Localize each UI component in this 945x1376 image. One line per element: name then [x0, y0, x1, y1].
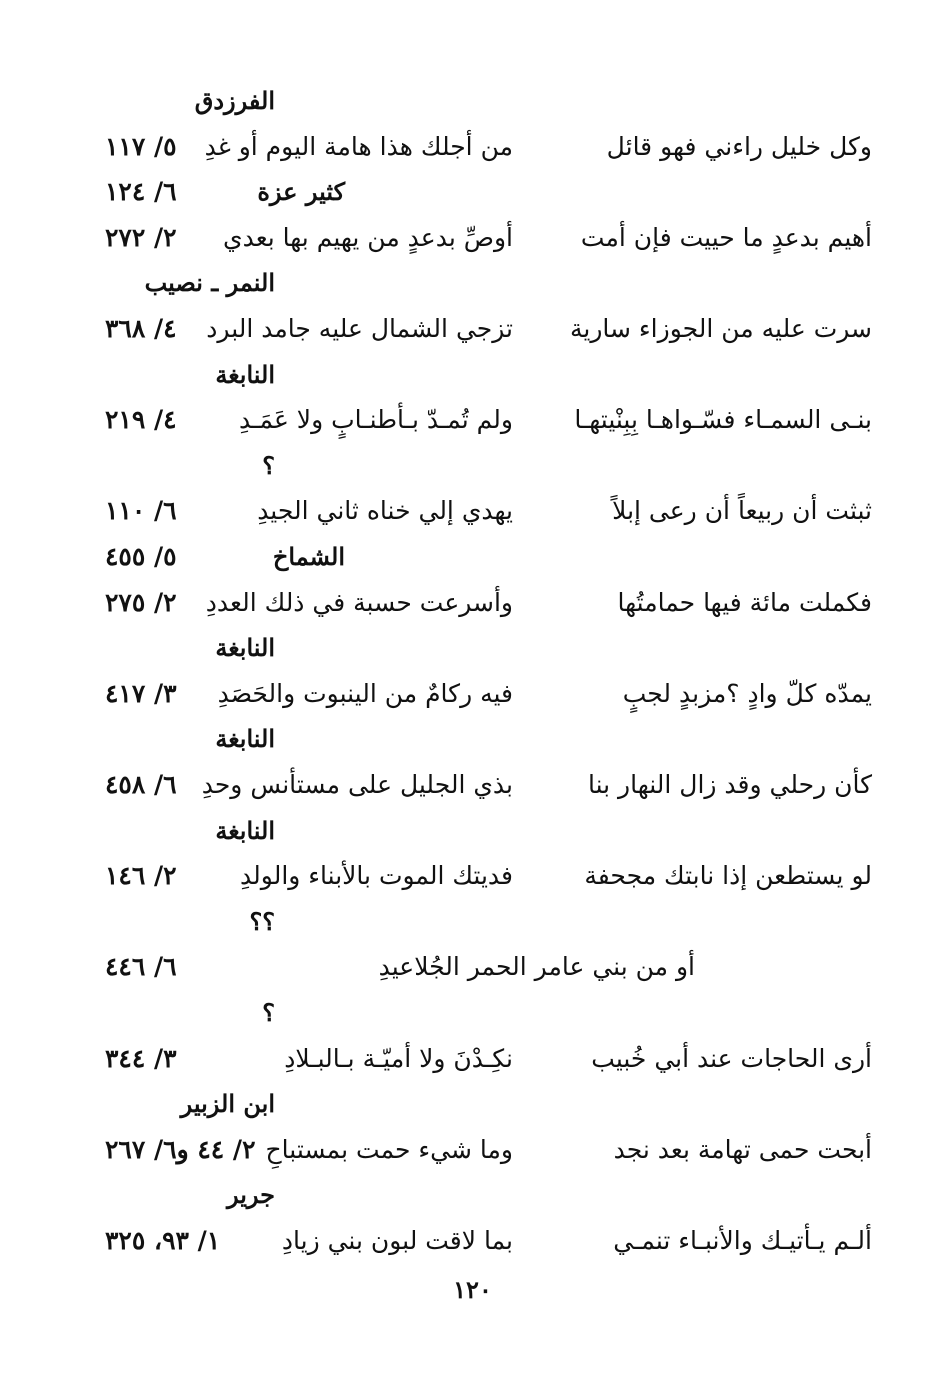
- first-hemistich: يمدّه كلّ وادٍ ؟مزبدٍ لجبٍ: [622, 678, 872, 708]
- second-hemistich: أوصِّ بدعدٍ من يهيم بها بعدي: [223, 222, 513, 252]
- first-hemistich: ألـم يـأتيـك والأنبـاء تنمـي: [613, 1226, 872, 1255]
- volume-page-reference: ٥/ ٤٥٥: [105, 542, 177, 571]
- poet-attribution: ؟: [262, 450, 275, 480]
- poet-attribution: جرير: [227, 1180, 275, 1210]
- verse-row: [0, 762, 945, 808]
- volume-page-reference: ٣/ ٣٤٤: [105, 1043, 177, 1073]
- verse-row: [0, 944, 945, 990]
- verse-row: [0, 488, 945, 534]
- verse-row: [0, 215, 945, 261]
- second-hemistich: فديتك الموت بالأبناء والولدِ: [240, 861, 513, 891]
- verse-row: [0, 716, 945, 762]
- first-hemistich: أرى الحاجات عند أبي خُبيب: [591, 1043, 872, 1073]
- volume-page-reference: ٦/ ٤٤٦: [105, 952, 177, 982]
- second-hemistich: فيه ركامٌ من الينبوت والحَصَدِ: [217, 678, 513, 708]
- poet-attribution: النمر ـ نصيب: [144, 268, 275, 298]
- volume-page-reference: ٢/ ٤٤ و٦/ ٢٦٧: [105, 1134, 256, 1164]
- second-hemistich: تزجي الشمال عليه جامد البرد: [206, 314, 513, 343]
- second-hemistich: ولم تُمـدّ بـأطنـابٍ ولا عَمَـدِ: [239, 405, 513, 435]
- first-hemistich: كأن رحلي وقد زال النهار بنا: [587, 770, 872, 799]
- first-hemistich: ثبثت أن ربيعاً أن رعى إبلاً: [612, 496, 872, 526]
- verse-row: [0, 671, 945, 717]
- second-hemistich: يهدي إلي خناه ثاني الجيدِ: [257, 496, 513, 526]
- verse-row: [0, 1081, 945, 1127]
- poet-attribution: ؟؟: [249, 906, 275, 936]
- poet-attribution: الشماخ: [272, 542, 345, 571]
- poet-attribution: النابغة: [215, 359, 275, 389]
- second-hemistich: بذي الجليل على مستأنس وحدِ: [201, 770, 513, 799]
- verse-row: [0, 443, 945, 489]
- first-hemistich: فكملت مائة فيها حمامتُها: [617, 587, 872, 617]
- volume-page-reference: ٥/ ١١٧: [105, 131, 177, 161]
- poet-attribution: الفرزدق: [194, 86, 275, 115]
- second-hemistich: وما شيء حمت بمستباحِ: [265, 1134, 513, 1164]
- poet-attribution: النابغة: [215, 724, 275, 754]
- verse-row: [0, 306, 945, 352]
- first-hemistich: أبحت حمى تهامة بعد نجد: [613, 1134, 872, 1164]
- verse-row: [0, 352, 945, 398]
- first-hemistich: أهيم بدعدٍ ما حييت فإن أمت: [580, 222, 872, 252]
- second-hemistich: وأسرعت حسبة في ذلك العددِ: [205, 587, 513, 617]
- volume-page-reference: ٦/ ٤٥٨: [105, 770, 177, 799]
- verse-row: [0, 808, 945, 854]
- poet-attribution: ابن الزبير: [180, 1089, 275, 1119]
- poet-attribution: كثير عزة: [257, 177, 345, 207]
- verse-row: [0, 580, 945, 626]
- volume-page-reference: ٤/ ٢١٩: [105, 405, 177, 435]
- verse-row: [0, 1036, 945, 1082]
- volume-page-reference: ١/ ٩٣، ٣٢٥: [105, 1226, 221, 1255]
- volume-page-reference: ٤/ ٣٦٨: [105, 314, 177, 343]
- verse-row: [0, 397, 945, 443]
- centered-hemistich: أو من بني عامر الحمر الجُلاعيدِ: [378, 952, 695, 982]
- verse-row: [0, 853, 945, 899]
- verse-row: [0, 260, 945, 306]
- first-hemistich: لو يستطعن إذا نابتك مجحفة: [584, 861, 872, 891]
- verse-row: [0, 625, 945, 671]
- second-hemistich: بما لاقت لبون بني زيادِ: [281, 1226, 513, 1255]
- volume-page-reference: ٢/ ١٤٦: [105, 861, 177, 891]
- verse-row: [0, 124, 945, 170]
- verse-row: [0, 534, 945, 580]
- volume-page-reference: ٣/ ٤١٧: [105, 678, 177, 708]
- volume-page-reference: ٦/ ١٢٤: [105, 177, 177, 207]
- second-hemistich: من أجلك هذا هامة اليوم أو غدِ: [204, 131, 513, 161]
- poet-attribution: النابغة: [215, 633, 275, 663]
- second-hemistich: نكِـدْنَ ولا أميّـة بـالبـلادِ: [284, 1043, 513, 1073]
- first-hemistich: بنـى السمـاء فسّـواهـا بِبِنْيتهـا: [574, 405, 872, 435]
- volume-page-reference: ٢/ ٢٧٢: [105, 222, 177, 252]
- verse-row: [0, 899, 945, 945]
- verse-row: [0, 1218, 945, 1264]
- first-hemistich: وكل خليل راءني فهو قائل: [606, 131, 872, 161]
- poet-attribution: ؟: [262, 998, 275, 1027]
- first-hemistich: سرت عليه من الجوزاء سارية: [569, 314, 872, 343]
- volume-page-reference: ٢/ ٢٧٥: [105, 587, 177, 617]
- verse-row: [0, 1172, 945, 1218]
- poet-attribution: النابغة: [215, 815, 275, 845]
- verse-row: [0, 78, 945, 124]
- volume-page-reference: ٦/ ١١٠: [105, 496, 177, 526]
- page-number: ١٢٠: [453, 1275, 492, 1304]
- verse-row: [0, 1127, 945, 1173]
- verse-row: [0, 990, 945, 1036]
- verse-row: [0, 169, 945, 215]
